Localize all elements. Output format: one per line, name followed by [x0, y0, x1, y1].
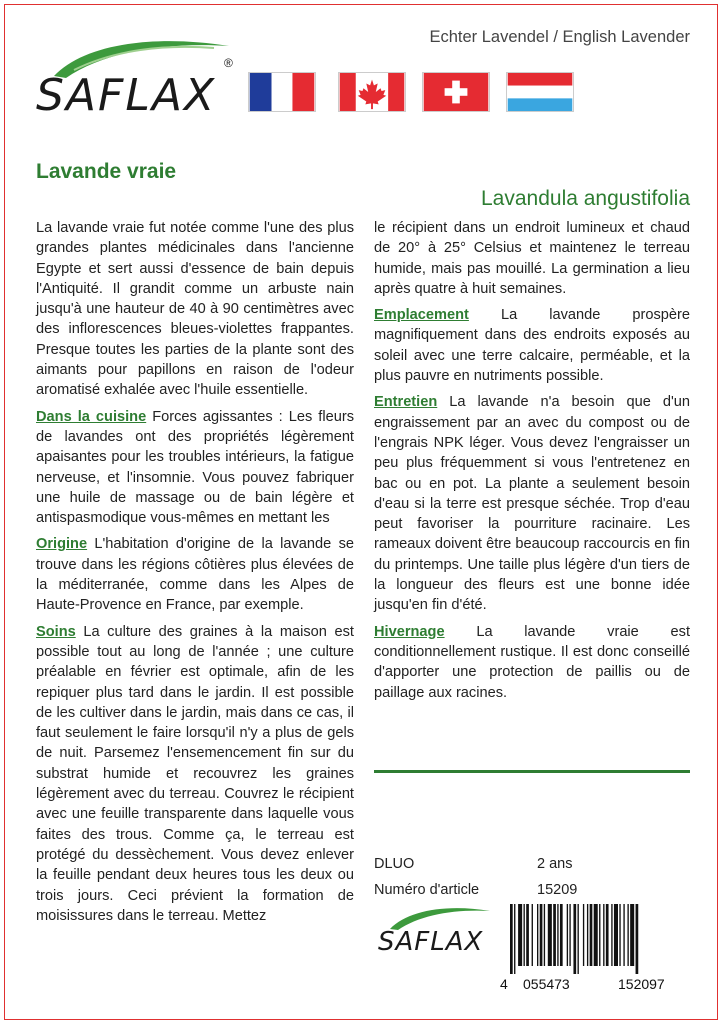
cuisine-heading: Dans la cuisine: [36, 408, 147, 425]
saflax-logo-small: [378, 905, 498, 975]
emplacement-section: [374, 305, 690, 386]
switzerland-flag-icon: [422, 72, 490, 112]
soins-continued: le récipient dans un endroit lumineux et chaud de 20° à 25° Celsius et maintenez le terreau humide, mais pas mouillé. La germination a lieu après quatre à huit semaines.: [374, 220, 690, 297]
soins-section: [36, 622, 354, 926]
barcode-digits-left: 055473: [523, 976, 570, 992]
saflax-logo: [36, 36, 246, 126]
entretien-text: La lavande n'a besoin que d'un engraissement par an avec du compost ou de l'engrais NPK léger. Vous devez l'engraisser un peu plus fréquemment si vous l'entretenez en bac ou en pot. La plante a seulement besoin d'eau si la terre est presque séchée. Trop d'eau peut favoriser la pourriture racinaire. Les rameaux doivent être beaucoup raccourcis en fin du printemps. Une taille plus légère d'un tiers de la longueur des fleurs est une bonne idée jusqu'en fin d'été.: [374, 394, 690, 614]
right-column: [374, 218, 690, 709]
cuisine-section: [36, 407, 354, 529]
canada-flag-icon: [338, 72, 406, 112]
france-flag-icon: [248, 72, 316, 112]
article-label: Numéro d'article: [374, 882, 480, 898]
product-title: Echter Lavendel / English Lavender: [429, 28, 690, 46]
latin-name-title: Lavandula angustifolia: [481, 187, 690, 210]
common-name-title: Lavande vraie: [36, 160, 177, 183]
emplacement-text: La lavande prospère magnifiquement dans des endroits exposés au soleil avec une terre calcaire, perméable, et la plus pauvre en nutriments possible.: [374, 307, 690, 385]
barcode-digit-first: 4: [500, 976, 508, 992]
soins-text: La culture des graines à la maison est possible tout au long de l'année ; une culture préalable en février est optimale, afin de les repiquer plus tard dans le jardin. Il est possible de les cultiver dans le jardin, mais dans ce cas, il faut seulement le faire lorsqu'il n'y a plus de gels de nuit. Parsemez l'ensemencement fin sur du substrat humide et recouvrez les graines légèrement avec du terreau. Couvrez le récipient avec une feuille transparente dans laquelle vous faites des trous. Comme ça, le terreau est protégé du dessèchement. Vous devez enlever la feuille pendant deux heures tous les deux ou trois jours. Ceci prévient la formation de moisissures dans le terreau. Mettez: [36, 623, 354, 924]
dluo-value: 2 ans: [537, 856, 573, 872]
origine-text: L'habitation d'origine de la lavande se trouve dans les régions côtières plus élevées de la méditerranée, comme dans les Alpes de Haute-Provence en France, par exemple.: [36, 536, 354, 614]
hivernage-heading: Hivernage: [374, 623, 445, 640]
brand-wordmark: SAFLAX: [36, 70, 217, 121]
green-divider: [374, 770, 690, 773]
registered-mark: ®: [224, 56, 233, 70]
intro-paragraph: La lavande vraie fut notée comme l'une des plus grandes plantes médicinales dans l'ancienne Egypte et sert aussi d'essence de bain depuis l'Antiquité. Il grandit comme un arbuste nain jusqu'à une hauteur de 40 à 90 centimètres avec des inflorescences bleues-violettes frappantes. Presque toutes les parties de la plante sont des aimants pour papillons en raison de l'odeur aromatisé exhalée avec l'huile essentielle.: [36, 220, 354, 399]
hivernage-text: La lavande vraie est conditionnellement rustique. Il est donc conseillé d'apporter une protection de paillis ou de paillage aux racines.: [374, 623, 690, 701]
soins-heading: Soins: [36, 623, 76, 640]
left-column: [36, 218, 354, 932]
article-value: 15209: [537, 882, 578, 898]
barcode-icon: [508, 904, 688, 974]
luxembourg-flag-icon: [506, 72, 574, 112]
origine-section: [36, 534, 354, 615]
brand-wordmark-small: SAFLAX: [378, 927, 484, 957]
dluo-label: DLUO: [374, 856, 415, 872]
emplacement-heading: Emplacement: [374, 307, 469, 324]
origine-heading: Origine: [36, 536, 88, 553]
cuisine-text: Forces agissantes : Les fleurs de lavandes ont des propriétés légèrement apaisantes pour les troubles intérieurs, la fatigue nerveuse, et l'insomnie. Vous pouvez fabriquer une huile de massage ou de bain légère et antispasmodique vous-mêmes en mettant les: [36, 408, 354, 527]
hivernage-section: [374, 622, 690, 703]
barcode-digits-right: 152097: [618, 976, 665, 992]
entretien-section: [374, 392, 690, 615]
entretien-heading: Entretien: [374, 394, 438, 411]
